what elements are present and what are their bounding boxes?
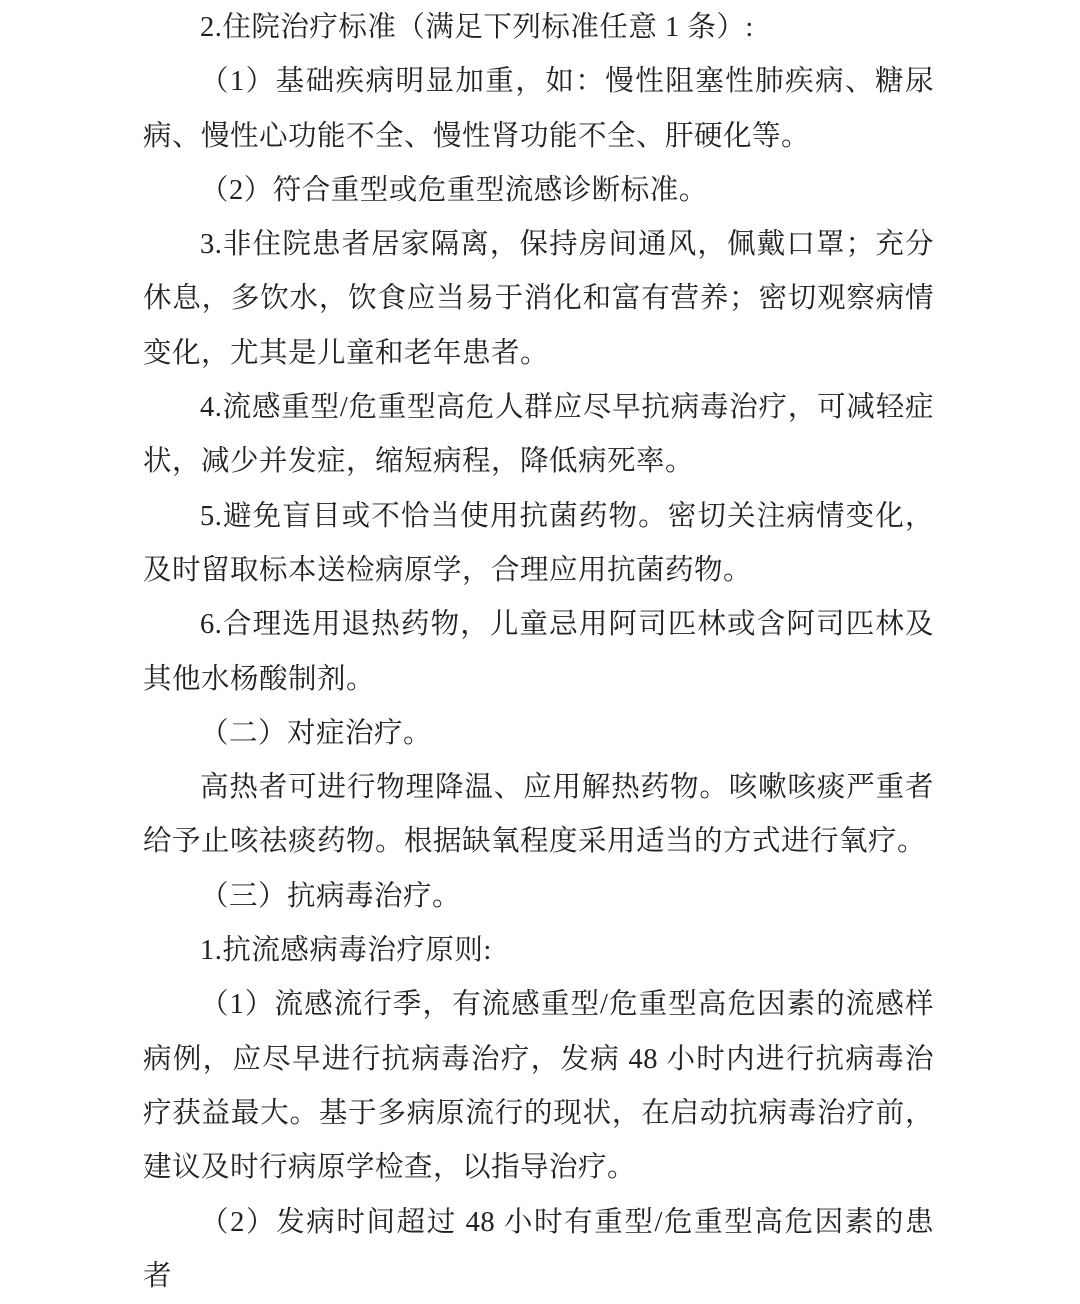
heading-antiviral-treatment: （三）抗病毒治疗。	[200, 880, 462, 912]
para-hospitalization-criteria: 2.住院治疗标准（满足下列标准任意 1 条）:	[200, 12, 754, 43]
para-home-isolation: 3.非住院患者居家隔离，保持房间通风，佩戴口罩；充分休息，多饮水，饮食应当易于消化和富有营养；密切观察病情变化，尤其是儿童和老年患者。	[143, 229, 934, 369]
heading-symptomatic-treatment: （二）对症治疗。	[200, 717, 433, 749]
para-antiviral-principles-title: 1.抗流感病毒治疗原则:	[200, 935, 492, 967]
para-antipyretic-choice: 6.合理选用退热药物，儿童忌用阿司匹林或含阿司匹林及其他水杨酸制剂。	[143, 609, 934, 695]
para-principle-2-after-48h: （2）发病时间超过 48 小时有重型/危重型高危因素的患者	[143, 1206, 934, 1292]
para-criteria-2-severe-diagnosis: （2）符合重型或危重型流感诊断标准。	[200, 174, 708, 206]
para-criteria-1-underlying-disease: （1）基础疾病明显加重，如：慢性阻塞性肺疾病、糖尿病、慢性心功能不全、慢性肾功能不全、肝硬化等。	[143, 66, 934, 152]
para-early-antiviral-highrisk: 4.流感重型/危重型高危人群应尽早抗病毒治疗，可减轻症状，减少并发症，缩短病程，降低病死率。	[143, 392, 934, 478]
para-antibiotic-caution: 5.避免盲目或不恰当使用抗菌药物。密切关注病情变化，及时留取标本送检病原学，合理应用抗菌药物。	[143, 500, 934, 586]
para-symptomatic-treatment-detail: 高热者可进行物理降温、应用解热药物。咳嗽咳痰严重者给予止咳祛痰药物。根据缺氧程度采用适当的方式进行氧疗。	[143, 772, 934, 858]
para-principle-1-early-treatment: （1）流感流行季，有流感重型/危重型高危因素的流感样病例，应尽早进行抗病毒治疗，发病 48 小时内进行抗病毒治疗获益最大。基于多病原流行的现状，在启动抗病毒治疗前，建议及时行病原学检查，以指导治疗。	[143, 989, 934, 1184]
